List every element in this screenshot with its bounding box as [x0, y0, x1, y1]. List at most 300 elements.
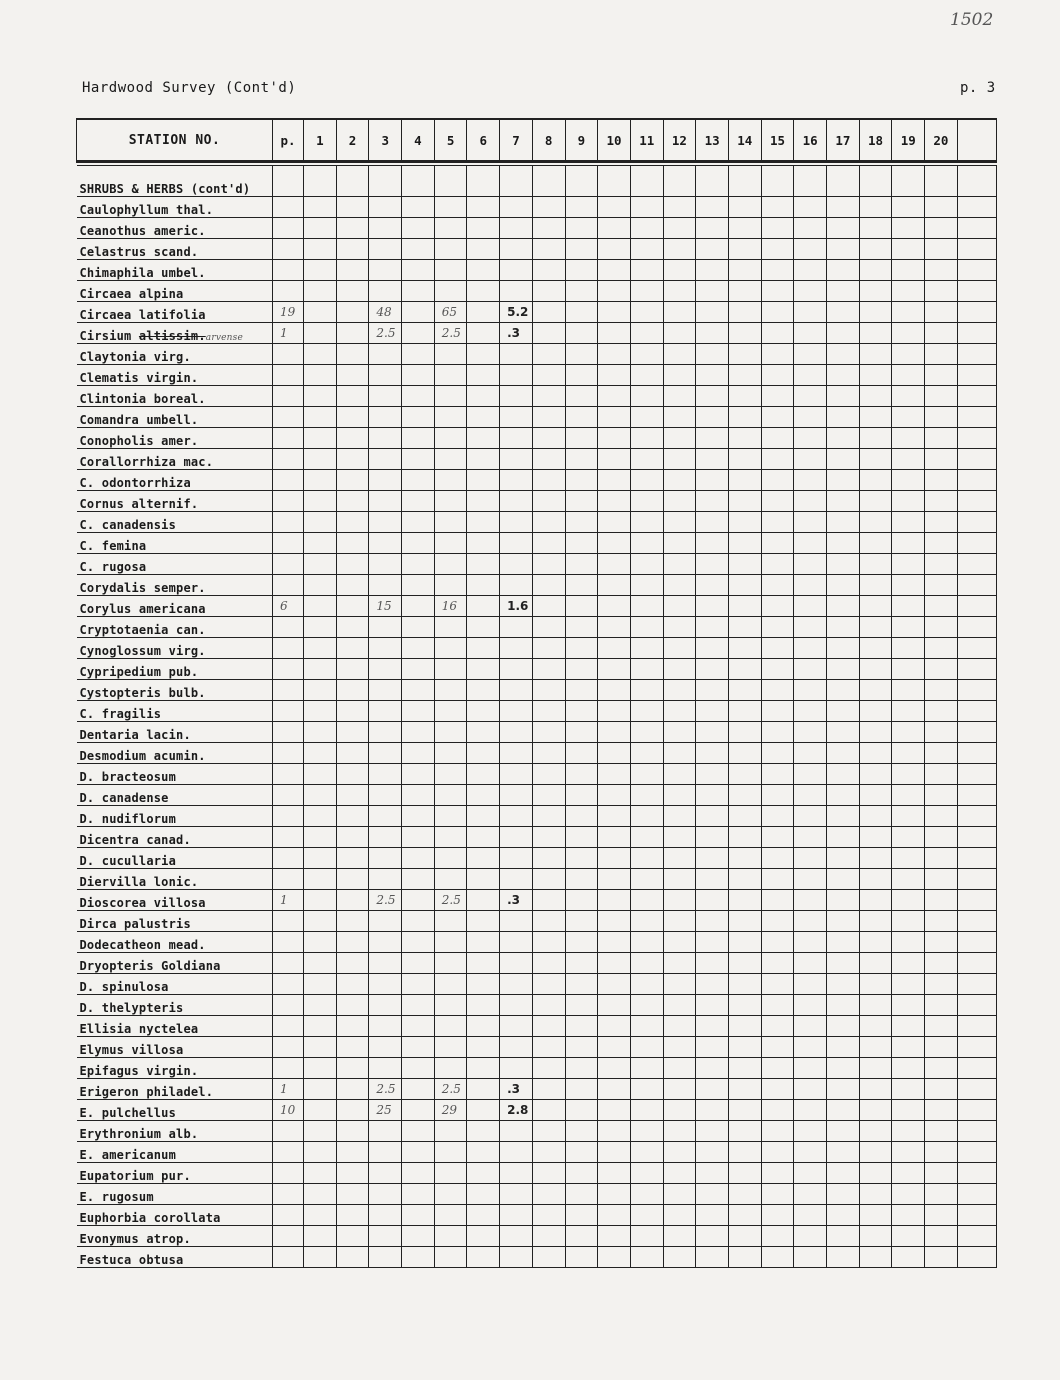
empty-cell: [728, 344, 761, 365]
empty-cell: [925, 365, 958, 386]
species-name-text: E. rugosum: [79, 1190, 154, 1204]
empty-cell: [273, 743, 304, 764]
empty-cell: [273, 827, 304, 848]
empty-cell: [500, 1037, 533, 1058]
station-header-6: 6: [467, 119, 500, 162]
species-name: [77, 617, 273, 638]
empty-cell: [794, 407, 827, 428]
empty-cell: [434, 1163, 467, 1184]
empty-cell: [434, 218, 467, 239]
table-row: [77, 596, 997, 617]
empty-cell: [369, 239, 402, 260]
empty-cell: [565, 659, 598, 680]
empty-cell: [794, 596, 827, 617]
empty-cell: [336, 1100, 369, 1121]
empty-cell: [859, 428, 892, 449]
empty-cell: [369, 491, 402, 512]
empty-cell: [532, 512, 565, 533]
empty-cell: [336, 806, 369, 827]
empty-cell: [827, 869, 860, 890]
empty-cell: [304, 785, 337, 806]
empty-cell: [630, 428, 663, 449]
empty-cell: [565, 218, 598, 239]
empty-cell: [434, 848, 467, 869]
empty-cell: [630, 512, 663, 533]
empty-cell: [434, 764, 467, 785]
empty-cell: [434, 239, 467, 260]
table-row: [77, 1037, 997, 1058]
empty-cell: [304, 239, 337, 260]
empty-cell: [273, 1016, 304, 1037]
species-name: [77, 1205, 273, 1226]
empty-cell: [273, 932, 304, 953]
empty-cell: [761, 554, 794, 575]
empty-cell: [565, 281, 598, 302]
empty-cell: [761, 1121, 794, 1142]
empty-cell: [663, 848, 696, 869]
empty-cell: [369, 953, 402, 974]
empty-cell: [696, 197, 729, 218]
empty-cell: [794, 554, 827, 575]
cell-value: .3: [500, 323, 533, 344]
empty-cell: [859, 785, 892, 806]
station-header-9: 9: [565, 119, 598, 162]
empty-cell: [565, 1142, 598, 1163]
empty-cell: [794, 659, 827, 680]
empty-cell: [827, 890, 860, 911]
empty-cell: [663, 344, 696, 365]
empty-cell: [728, 617, 761, 638]
empty-cell: [892, 428, 925, 449]
empty-cell: [892, 1247, 925, 1268]
empty-cell: [273, 701, 304, 722]
cell-value: 2.5: [434, 890, 467, 911]
empty-cell: [565, 827, 598, 848]
empty-cell: [630, 953, 663, 974]
empty-cell: [859, 575, 892, 596]
empty-cell: [565, 575, 598, 596]
empty-cell: [859, 953, 892, 974]
survey-table: [76, 118, 997, 1268]
empty-cell: [500, 827, 533, 848]
empty-cell: [630, 1016, 663, 1037]
species-name-text: Cornus alternif.: [79, 497, 199, 511]
empty-cell: [925, 1205, 958, 1226]
empty-cell: [925, 638, 958, 659]
empty-cell: [925, 344, 958, 365]
empty-cell: [304, 1226, 337, 1247]
empty-cell: [761, 932, 794, 953]
empty-cell: [696, 806, 729, 827]
empty-cell: [532, 953, 565, 974]
empty-cell: [761, 659, 794, 680]
empty-cell: [761, 512, 794, 533]
empty-cell: [859, 1037, 892, 1058]
empty-cell: [794, 533, 827, 554]
empty-cell: [630, 239, 663, 260]
empty-cell: [794, 701, 827, 722]
empty-cell: [532, 1121, 565, 1142]
empty-cell: [565, 491, 598, 512]
empty-cell: [565, 407, 598, 428]
empty-cell: [728, 701, 761, 722]
empty-cell: [696, 449, 729, 470]
species-name-text: C. odontorrhiza: [79, 476, 191, 490]
empty-cell: [369, 554, 402, 575]
empty-cell: [402, 680, 435, 701]
empty-cell: [728, 575, 761, 596]
empty-cell: [467, 1184, 500, 1205]
table-row: [77, 722, 997, 743]
empty-cell: [532, 1184, 565, 1205]
handwritten-note: arvense: [205, 333, 243, 343]
empty-cell: [696, 365, 729, 386]
empty-cell: [598, 533, 631, 554]
species-name-text: Ellisia nyctelea: [79, 1022, 199, 1036]
empty-cell: [761, 218, 794, 239]
empty-cell: [565, 638, 598, 659]
empty-cell: [500, 953, 533, 974]
empty-cell: [434, 470, 467, 491]
species-name: [77, 848, 273, 869]
empty-cell: [761, 1100, 794, 1121]
empty-cell: [925, 617, 958, 638]
empty-cell: [827, 449, 860, 470]
empty-cell: [532, 1163, 565, 1184]
table-row: [77, 575, 997, 596]
empty-cell: [402, 596, 435, 617]
cell-value: 6: [273, 596, 304, 617]
empty-cell: [532, 575, 565, 596]
empty-cell: [565, 974, 598, 995]
cell-value: 2.5: [434, 323, 467, 344]
empty-cell: [336, 974, 369, 995]
empty-cell: [892, 974, 925, 995]
empty-cell: [532, 260, 565, 281]
empty-cell: [630, 1100, 663, 1121]
empty-cell: [500, 386, 533, 407]
cell-value: 5.2: [500, 302, 533, 323]
empty-cell: [532, 470, 565, 491]
empty-cell: [663, 869, 696, 890]
empty-cell: [402, 239, 435, 260]
empty-cell: [630, 701, 663, 722]
empty-cell: [827, 785, 860, 806]
empty-cell: [467, 995, 500, 1016]
station-header-10: 10: [598, 119, 631, 162]
empty-cell: [598, 659, 631, 680]
empty-cell: [663, 365, 696, 386]
empty-cell: [696, 617, 729, 638]
empty-cell: [304, 974, 337, 995]
empty-cell: [827, 722, 860, 743]
empty-cell: [728, 890, 761, 911]
species-name-text: E. americanum: [79, 1148, 177, 1162]
empty-cell: [728, 302, 761, 323]
empty-cell: [925, 533, 958, 554]
empty-cell: [794, 575, 827, 596]
empty-cell: [892, 407, 925, 428]
empty-cell: [925, 239, 958, 260]
empty-cell: [467, 617, 500, 638]
empty-cell: [598, 365, 631, 386]
empty-cell: [827, 1142, 860, 1163]
empty-cell: [336, 953, 369, 974]
cell-value: 2.5: [369, 890, 402, 911]
species-name: [77, 659, 273, 680]
empty-cell: [827, 1079, 860, 1100]
empty-cell: [892, 197, 925, 218]
empty-cell: [663, 239, 696, 260]
cell-value: 25: [369, 1100, 402, 1121]
empty-cell: [892, 1163, 925, 1184]
empty-cell: [761, 680, 794, 701]
empty-cell: [925, 323, 958, 344]
empty-cell: [859, 827, 892, 848]
station-header-3: 3: [369, 119, 402, 162]
empty-cell: [761, 1142, 794, 1163]
empty-cell: [532, 596, 565, 617]
empty-cell: [728, 1205, 761, 1226]
cell-value: 2.5: [434, 1079, 467, 1100]
species-name: [77, 701, 273, 722]
empty-cell: [434, 659, 467, 680]
empty-cell: [761, 533, 794, 554]
empty-cell: [402, 197, 435, 218]
empty-cell: [500, 638, 533, 659]
cell-value: .3: [500, 890, 533, 911]
empty-cell: [859, 848, 892, 869]
empty-cell: [728, 806, 761, 827]
empty-cell: [304, 827, 337, 848]
empty-cell: [925, 974, 958, 995]
empty-cell: [663, 575, 696, 596]
empty-cell: [273, 1247, 304, 1268]
empty-cell: [467, 1016, 500, 1037]
empty-cell: [467, 1163, 500, 1184]
empty-cell: [630, 386, 663, 407]
species-name: [77, 197, 273, 218]
empty-cell: [273, 1142, 304, 1163]
empty-cell: [696, 743, 729, 764]
empty-cell: [827, 1184, 860, 1205]
empty-cell: [859, 932, 892, 953]
empty-cell: [434, 743, 467, 764]
empty-cell: [467, 428, 500, 449]
species-name: [77, 512, 273, 533]
table-row: [77, 911, 997, 932]
empty-cell: [794, 1226, 827, 1247]
empty-cell: [630, 260, 663, 281]
species-name-text: Dentaria lacin.: [79, 728, 191, 742]
empty-cell: [696, 386, 729, 407]
empty-cell: [565, 869, 598, 890]
empty-cell: [859, 260, 892, 281]
empty-cell: [467, 932, 500, 953]
empty-cell: [598, 974, 631, 995]
empty-cell: [467, 659, 500, 680]
empty-cell: [467, 680, 500, 701]
species-name-text: C. rugosa: [79, 560, 147, 574]
empty-cell: [761, 470, 794, 491]
empty-cell: [467, 911, 500, 932]
empty-cell: [434, 1226, 467, 1247]
empty-cell: [369, 659, 402, 680]
empty-cell: [696, 953, 729, 974]
empty-cell: [761, 365, 794, 386]
empty-cell: [728, 680, 761, 701]
empty-cell: [565, 1016, 598, 1037]
empty-cell: [369, 680, 402, 701]
species-name: [77, 1121, 273, 1142]
empty-cell: [892, 827, 925, 848]
empty-cell: [565, 197, 598, 218]
empty-cell: [925, 281, 958, 302]
empty-cell: [630, 806, 663, 827]
empty-cell: [402, 533, 435, 554]
station-no-header: STATION NO.: [77, 119, 273, 162]
species-name-text: Claytonia virg.: [79, 350, 191, 364]
empty-cell: [925, 1058, 958, 1079]
empty-cell: [892, 239, 925, 260]
empty-cell: [859, 344, 892, 365]
empty-cell: [696, 260, 729, 281]
empty-cell: [761, 239, 794, 260]
empty-cell: [304, 722, 337, 743]
species-name: [77, 428, 273, 449]
empty-cell: [892, 659, 925, 680]
species-name-text: Dryopteris Goldiana: [79, 959, 221, 973]
empty-cell: [794, 470, 827, 491]
empty-cell: [794, 344, 827, 365]
empty-cell: [859, 1205, 892, 1226]
cell-value: 16: [434, 596, 467, 617]
empty-cell: [794, 428, 827, 449]
station-header-16: 16: [794, 119, 827, 162]
empty-cell: [761, 827, 794, 848]
empty-cell: [273, 1121, 304, 1142]
empty-cell: [892, 722, 925, 743]
empty-cell: [794, 1037, 827, 1058]
empty-cell: [859, 617, 892, 638]
empty-cell: [761, 1247, 794, 1268]
empty-cell: [532, 365, 565, 386]
empty-cell: [761, 764, 794, 785]
empty-cell: [794, 1100, 827, 1121]
empty-cell: [467, 470, 500, 491]
empty-cell: [827, 680, 860, 701]
empty-cell: [532, 974, 565, 995]
empty-cell: [794, 911, 827, 932]
station-header-20: 20: [925, 119, 958, 162]
empty-cell: [761, 1226, 794, 1247]
empty-cell: [663, 218, 696, 239]
empty-cell: [467, 953, 500, 974]
species-name: [77, 323, 273, 344]
table-row: [77, 932, 997, 953]
empty-cell: [402, 974, 435, 995]
p-header: p.: [273, 119, 304, 162]
empty-cell: [500, 365, 533, 386]
empty-cell: [336, 1142, 369, 1163]
empty-cell: [402, 1205, 435, 1226]
empty-cell: [827, 281, 860, 302]
table-row: [77, 1016, 997, 1037]
empty-cell: [598, 449, 631, 470]
empty-cell: [369, 1247, 402, 1268]
table-row: [77, 806, 997, 827]
cell-value: 15: [369, 596, 402, 617]
empty-cell: [402, 449, 435, 470]
station-header-8: 8: [532, 119, 565, 162]
empty-cell: [598, 890, 631, 911]
header-row: [77, 119, 997, 162]
empty-cell: [336, 638, 369, 659]
empty-cell: [273, 428, 304, 449]
empty-cell: [696, 638, 729, 659]
empty-cell: [761, 575, 794, 596]
empty-cell: [565, 743, 598, 764]
empty-cell: [500, 869, 533, 890]
empty-cell: [336, 323, 369, 344]
empty-cell: [794, 1016, 827, 1037]
empty-cell: [565, 1100, 598, 1121]
page-title: Hardwood Survey (Cont'd): [82, 80, 297, 96]
species-name: [77, 491, 273, 512]
empty-cell: [273, 617, 304, 638]
empty-cell: [369, 575, 402, 596]
empty-cell: [663, 1037, 696, 1058]
empty-cell: [630, 554, 663, 575]
species-name: [77, 260, 273, 281]
empty-cell: [532, 218, 565, 239]
empty-cell: [827, 302, 860, 323]
empty-cell: [630, 365, 663, 386]
empty-cell: [696, 869, 729, 890]
empty-cell: [402, 1016, 435, 1037]
table-row: [77, 890, 997, 911]
empty-cell: [696, 512, 729, 533]
empty-cell: [761, 491, 794, 512]
empty-cell: [598, 596, 631, 617]
species-name: [77, 1163, 273, 1184]
empty-cell: [565, 386, 598, 407]
empty-cell: [467, 1037, 500, 1058]
empty-cell: [794, 365, 827, 386]
empty-cell: [369, 407, 402, 428]
empty-cell: [892, 848, 925, 869]
empty-cell: [827, 407, 860, 428]
empty-cell: [761, 302, 794, 323]
empty-cell: [827, 974, 860, 995]
empty-cell: [630, 869, 663, 890]
station-header-11: 11: [630, 119, 663, 162]
cell-value: 1: [273, 323, 304, 344]
empty-cell: [630, 827, 663, 848]
empty-cell: [925, 1016, 958, 1037]
empty-cell: [696, 701, 729, 722]
empty-cell: [336, 785, 369, 806]
empty-cell: [925, 848, 958, 869]
empty-cell: [273, 848, 304, 869]
table-row: [77, 197, 997, 218]
empty-cell: [794, 848, 827, 869]
empty-cell: [728, 449, 761, 470]
empty-cell: [467, 1058, 500, 1079]
empty-cell: [336, 407, 369, 428]
empty-cell: [532, 722, 565, 743]
empty-cell: [402, 785, 435, 806]
